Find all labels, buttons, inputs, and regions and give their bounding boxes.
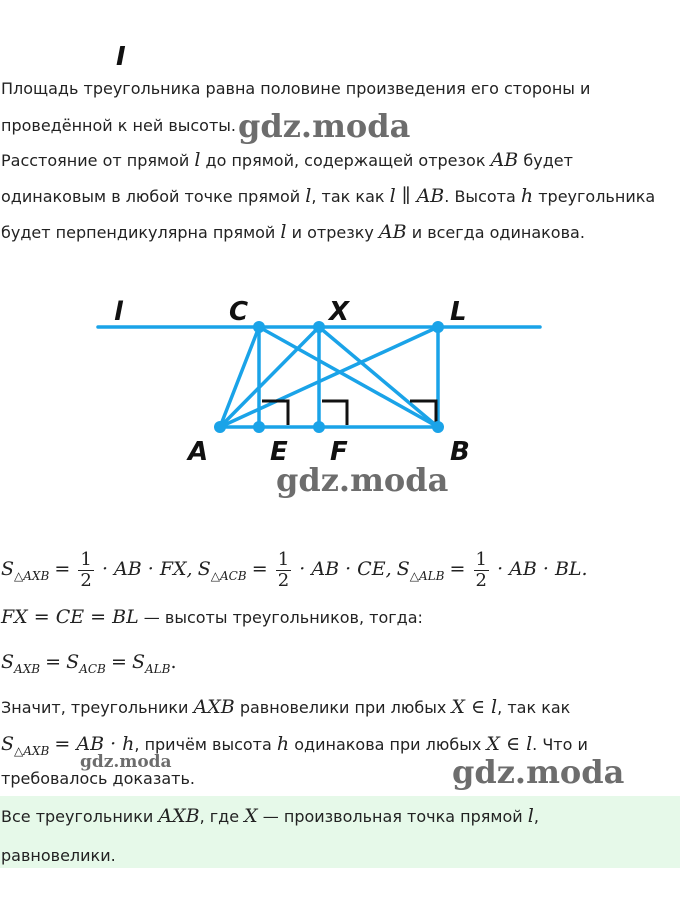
task-number: I	[116, 42, 126, 72]
watermark: gdz.moda	[238, 107, 411, 145]
text-line: требовалось доказать.	[1, 769, 196, 788]
text-line: Расстояние от прямой l до прямой, содержащей отрезок AB будет	[1, 149, 573, 171]
text-line: будет перпендикулярна прямой l и отрезку AB и всегда одинакова.	[1, 221, 585, 243]
point-c	[253, 321, 265, 333]
label-a: A	[188, 437, 209, 460]
area-formulas: $S_{\triangle AXB}$ = $\frac{1}{2}$ · AB · FX, $S_{\triangle ACB}$ = $\frac{1}{2}$ · AB · CE, $S_{\triangle ALB}$ = $\frac{1}{2}$ · AB · BL.	[1, 549, 588, 591]
label-c: C	[229, 297, 249, 327]
watermark: gdz.moda	[452, 753, 625, 791]
fraction: $\frac{1}{2}$	[277, 549, 290, 591]
label-e: E	[270, 437, 288, 460]
fraction: $\frac{1}{2}$	[80, 549, 92, 591]
point-b	[432, 421, 444, 433]
point-f	[313, 421, 325, 433]
answer-line: равновелики.	[1, 846, 116, 865]
point-l	[432, 321, 444, 333]
area-equality: $S_{AXB} = S_{ACB} = S_{ALB}$.	[1, 651, 177, 676]
segment-ax	[220, 327, 319, 427]
watermark: gdz.moda	[276, 461, 449, 499]
segment-xb	[319, 327, 438, 427]
watermark: gdz.moda	[80, 752, 172, 772]
answer-line: Все треугольники AXB, где X — произвольная точка прямой l,	[1, 805, 539, 827]
text-line: одинаковым в любой точке прямой l, так как l ∥ AB. Высота h треугольника	[1, 185, 656, 207]
text-line: $S_{\triangle AXB}$ = AB · h, причём высота h одинакова при любых X ∈ l. Что и	[1, 733, 588, 758]
point-a	[214, 421, 226, 433]
point-x	[313, 321, 325, 333]
fraction: $\frac{1}{2}$	[475, 549, 487, 591]
label-l: l	[114, 297, 123, 327]
geometry-diagram	[0, 280, 680, 460]
point-e	[253, 421, 265, 433]
heights-line: FX = CE = BL — высоты треугольников, тогда:	[1, 606, 423, 628]
label-l-point: L	[450, 297, 467, 327]
text-line: Площадь треугольника равна половине произведения его стороны и	[1, 79, 591, 98]
label-b: B	[450, 437, 470, 460]
label-f: F	[330, 437, 348, 460]
text-line: проведённой к ней высоты.	[1, 116, 237, 135]
label-x: X	[329, 297, 350, 327]
text-line: Значит, треугольники AXB равновелики при любых X ∈ l, так как	[1, 696, 571, 718]
